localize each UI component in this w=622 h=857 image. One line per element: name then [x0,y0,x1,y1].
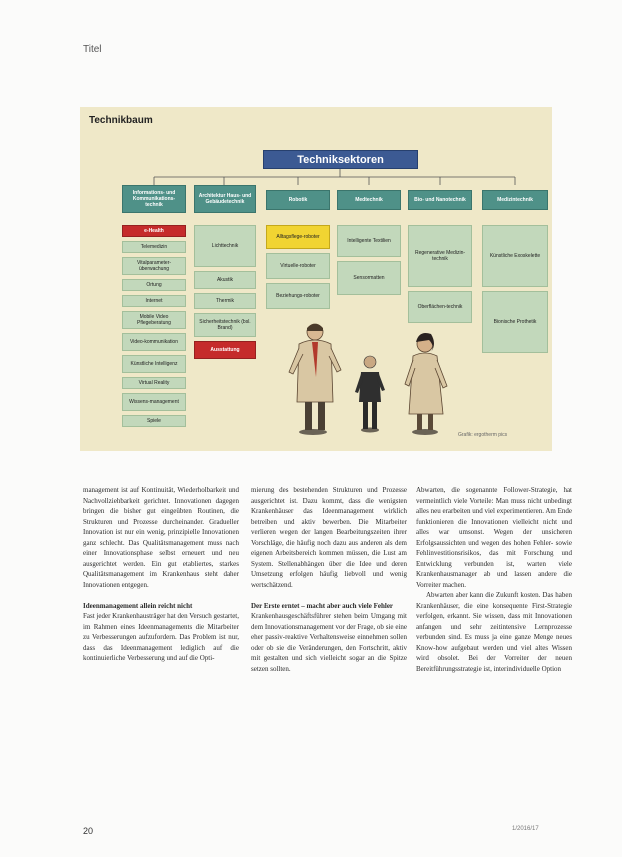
root-node: Techniksektoren [263,150,418,169]
figure-title: Technikbaum [89,115,153,126]
item-games: Spiele [122,415,186,427]
sector-ikt: Informations- und Kommunikations-technik [122,185,186,213]
item-relationship-robot: Beziehungs-roboter [266,283,330,309]
item-thermics: Thermik [194,293,256,309]
item-virtual-reality: Virtual Reality [122,377,186,389]
subheading: Ideenmanagement allein reicht nicht [83,601,193,610]
item-regenerative-medicine: Regenerative Medizin-technik [408,225,472,287]
text-column-1 [83,485,239,664]
sector-robotics: Robotik [266,190,330,210]
item-smart-textiles: Intelligente Textilien [337,225,401,257]
item-mobile-video: Mobile Video Pflegeberatung [122,311,186,329]
item-care-robot: Alltagsflege-roboter [266,225,330,249]
item-internet: Internet [122,295,186,307]
item-artificial-intelligence: Künstliche Intelligenz [122,355,186,373]
issue-tag: 1/2016/17 [512,826,539,832]
sector-bio-nano: Bio- und Nanotechnik [408,190,472,210]
item-locating: Ortung [122,279,186,291]
paragraph: Abwarten aber kann die Zukunft kosten. Das haben Krankenhäuser, die eine konsequente First-Strategie verfolgen, erkannt. Sie wissen, dass mit Innovationen anfangen und sehr zeitintensive Lernprozesse verbunden sind. Es muss ja eine ganze Menge neues Know-how aufgebaut werden und viel altes Wissen wird obsolet. Bei der Vorreiter der neuen Bereitführungsstrategie ist, interindividuelle Option [416,591,572,673]
sector-medical-tech: Medizintechnik [482,190,548,210]
subheading: Der Erste erntet – macht aber auch viele Fehler [251,601,394,610]
item-virtual-robot: Virtuelle-roboter [266,253,330,279]
section-header: Titel [83,44,102,55]
sector-medtech: Medtechnik [337,190,401,210]
item-equipment: Ausstattung [194,341,256,359]
item-video-communication: Video-kommunikation [122,333,186,351]
figure-man-left [289,324,341,435]
page-number: 20 [83,826,94,836]
figure-credit: Grafik: ergotherm pics [458,432,508,438]
text-column-2 [251,485,407,674]
item-acoustics: Akustik [194,271,256,289]
item-exoskeleton: Künstliche Exoskelette [482,225,548,287]
paragraph: mierung des bestehenden Strukturen und Prozesse ausgerichtet ist. Dazu kommt, dass die wenigsten Krankenhäuser das Ideenmanagement wirklich betreiben und aktiv bewerben. Die Mitarbeiter verlieren wegen der langen Bearbeitungszeiten ihrer Vorschläge, die häufig noch dazu aus anderen als dem eigenen Arbeitsbereich kommen müssen, die Lust am System. Stellenabhängen über die Idee und deren Umsetzung erfolgen häufig liebvoll und wenig wertschätzend. [251,486,407,589]
item-bionic-prosthetics: Bionische Prothetik [482,291,548,353]
sector-architecture: Architektur Haus- und Gebäudetechnik [194,185,256,213]
item-telemedicine: Telemedizin [122,241,186,253]
text-column-3 [416,485,572,674]
people-illustration [285,322,455,437]
item-sensor-mats: Sensormatten [337,261,401,295]
paragraph: Krankenhausgeschäftsführer stehen beim Umgang mit dem Innovationsmanagement vor der Frage, ob sie eine eher passiv-reaktive Verhaltensweise einnehmen sollen oder ob sie die Veränderungen, den Fortschritt, aktiv mit gestalten und sich vielleicht sogar an die Spitze setzen sollten. [251,612,407,673]
item-e-health: e-Health [122,225,186,237]
item-knowledge-management: Wissens-management [122,393,186,411]
item-security: Sicherheitstechnik (bsl. Brand) [194,313,256,337]
item-surface-tech: Oberflächen-technik [408,291,472,323]
paragraph: Fast jeder Krankenhausträger hat den Versuch gestartet, im Rahmen eines Ideenmanagements die Mitarbeiter zu Verbesserungen aufzufordern. Das Problem ist nur, dass das Ideenmanagement lediglich auf die kontinuierliche Verbesserung und auf die Opti- [83,612,239,662]
figure-woman-right [405,333,447,435]
item-vital-monitoring: Vitalparameter-überwachung [122,257,186,275]
paragraph: management ist auf Kontinuität, Wiederholbarkeit und Nachvollziehbarkeit gerichtet. Innovationen dagegen bringen die bisher gut eingeübten Routinen, die Strukturen und Prozesse durcheinander. Gradueller Innovation ist nur ein wenig, prinzipielle Innovationen ganz schlecht. Das Qualitätsmanagement muss nach einer Innovationsphase selbst erneuert und neu ausgerichtet werden. Ein gut etabliertes, starkes Qualitätsmanagement im Krankenhaus steht daher Innovationen entgegen. [83,486,239,589]
paragraph: Abwarten, die sogenannte Follower-Strategie, hat vermeintlich viele Vorteile: Man muss nicht unbedingt alles neu erarbeiten und viel experimentieren. Am Ende funktionieren die Innovationen vielleicht nicht und alles war umsonst. Wegen der unsicheren Erfolgsaussichten und wegen des hohen Fehler- sowie Fehlinvestitionsrisikos, das mit Forschung und Entwicklung verbunden ist, warten viele Krankenhausmanager ab und lassen andere die Vorreiter machen. [416,486,572,589]
technology-tree-figure [80,107,552,451]
figure-middle [355,356,385,433]
item-lighting: Lichttechnik [194,225,256,267]
